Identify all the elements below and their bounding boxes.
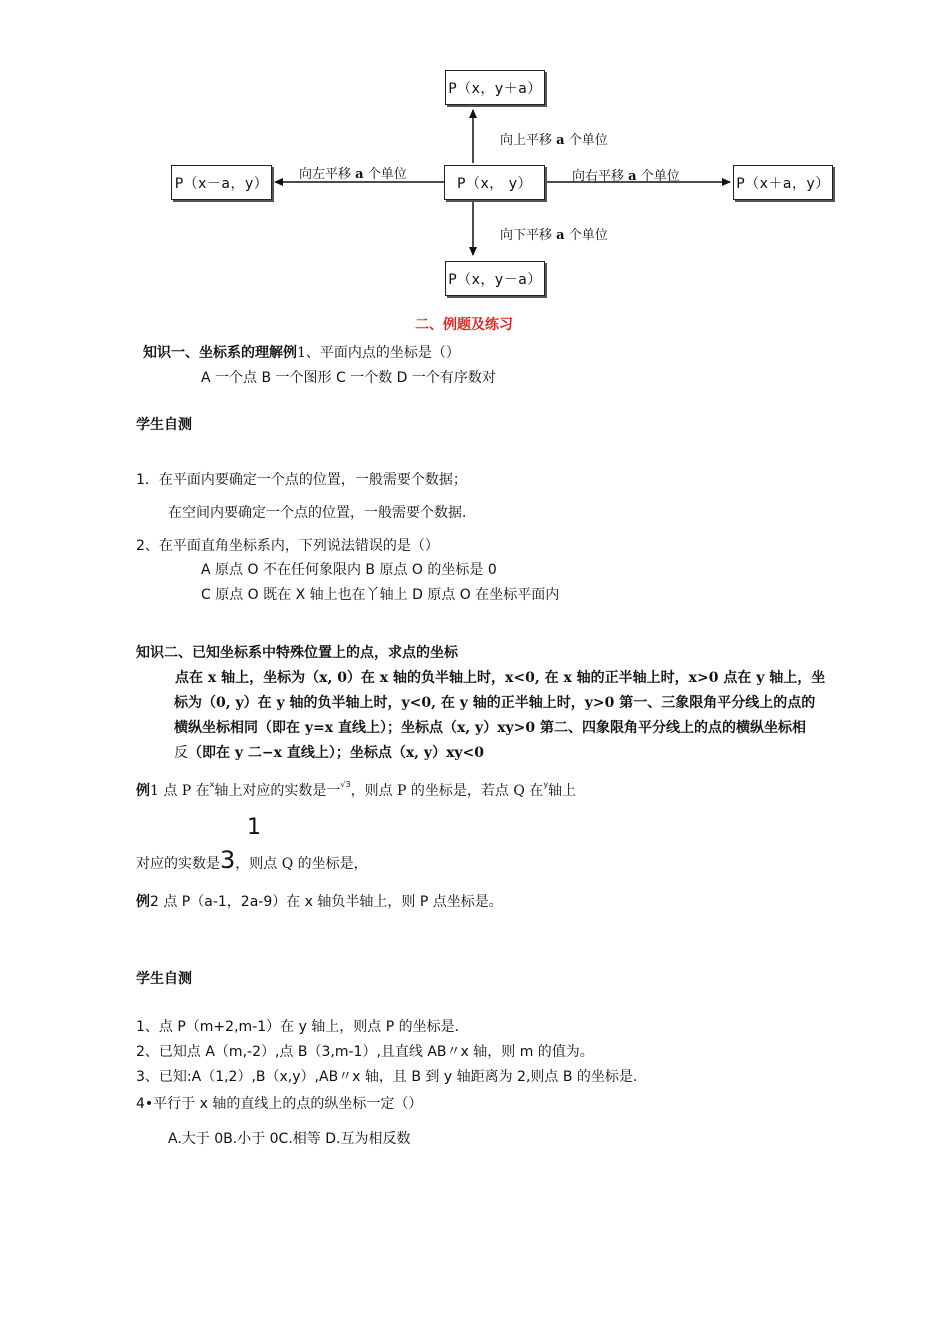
box-center: P（x， y） <box>444 165 545 200</box>
box-left: P（x－a，y） <box>171 165 272 200</box>
self-test-2-q4: 4•平行于 x 轴的直线上的点的纵坐标一定（） <box>136 1096 423 1112</box>
self-test-1-q2-opt2: C 原点 O 既在 X 轴上也在丫轴上 D 原点 O 在坐标平面内 <box>201 587 560 603</box>
label-left-a: a <box>355 167 364 182</box>
ex2-text: 2 点 P（a-1，2a-9）在 x 轴负半轴上，则 P 点坐标是。 <box>150 894 503 910</box>
ex1-line2-pre: 对应的实数是 <box>136 856 220 872</box>
self-test-1-q1a: 1．在平面内要确定一个点的位置，一般需要个数据； <box>136 472 467 488</box>
ex1-label: 例 <box>136 783 150 799</box>
diagram-arrows <box>0 0 950 300</box>
ex1-frac-num: 1 <box>247 815 261 840</box>
self-test-2-q3: 3、已知:A（1,2）,B（x,y）,AB〃x 轴，且 B 到 y 轴距离为 2,则点 B 的坐标是. <box>136 1069 638 1085</box>
ex1-sup-y: y <box>543 780 549 789</box>
self-test-1-q2: 2、在平面直角坐标系内，下列说法错误的是（） <box>136 538 439 554</box>
k2-line4-rest: （即在 y 二−x 直线上）；坐标点（x, y）xy<0 <box>188 745 485 761</box>
ex2-line <box>136 891 503 911</box>
box-bottom: P（x，y－a） <box>445 261 545 296</box>
label-left-pre: 向左平移 <box>299 167 356 182</box>
ex2-label: 例 <box>136 894 150 910</box>
label-up-pre: 向上平移 <box>500 133 557 148</box>
self-test-1-heading: 学生自测 <box>136 417 192 433</box>
k1-question: 1、平面内点的坐标是（） <box>297 345 460 361</box>
label-down <box>500 224 608 243</box>
k1-options: A 一个点 B 一个图形 C 一个数 D 一个有序数对 <box>201 370 496 386</box>
k2-line3: 横纵坐标相同（即在 y=x 直线上）；坐标点（x, y）xy>0 第二、四象限角平分线上的点的横纵坐标相 <box>174 720 807 736</box>
ex1-frac-den: 3 <box>220 846 236 874</box>
k1-heading: 知识一、坐标系的理解例 <box>143 345 297 361</box>
ex1-line2 <box>136 846 368 874</box>
label-down-a: a <box>556 228 565 243</box>
ex1-text-c: ，则点 P 的坐标是，若点 Q 在 <box>350 783 544 799</box>
label-down-post: 个单位 <box>564 228 608 243</box>
k2-line1: 点在 x 轴上，坐标为（x, 0）在 x 轴的负半轴上时，x<0, 在 x 轴的正半轴上时，x>0 点在 y 轴上，坐 <box>175 670 826 686</box>
label-right-a: a <box>628 169 637 184</box>
label-left-post: 个单位 <box>363 167 407 182</box>
label-right-pre: 向右平移 <box>572 169 629 184</box>
k2-heading: 知识二、已知坐标系中特殊位置上的点，求点的坐标 <box>136 645 458 661</box>
ex1-text-b: 轴上对应的实数是一 <box>214 783 341 799</box>
label-right-post: 个单位 <box>636 169 680 184</box>
k2-line2: 标为（0, y）在 y 轴的负半轴上时，y<0, 在 y 轴的正半轴上时，y>0 第一、三象限角平分线上的点的 <box>174 695 816 711</box>
k2-line4-pre: 反 <box>174 745 188 761</box>
ex1-line2-post: ，则点 Q 的坐标是， <box>235 856 368 872</box>
label-down-pre: 向下平移 <box>500 228 557 243</box>
self-test-1-q2-opt1: A 原点 O 不在任何象限内 B 原点 O 的坐标是 0 <box>201 562 497 578</box>
self-test-2-heading: 学生自测 <box>136 971 192 987</box>
ex1-sup-sqrt: √3 <box>340 780 351 789</box>
ex1-sup-x: x <box>209 780 215 789</box>
self-test-2-q2: 2、已知点 A（m,-2）,点 B（3,m-1）,且直线 AB〃x 轴，则 m 的值为。 <box>136 1044 594 1060</box>
label-up-post: 个单位 <box>564 133 608 148</box>
label-right <box>572 165 680 184</box>
k1-line <box>143 342 460 362</box>
self-test-2-q1: 1、点 P（m+2,m-1）在 y 轴上，则点 P 的坐标是. <box>136 1019 460 1035</box>
self-test-1-q1b: 在空间内要确定一个点的位置，一般需要个数据． <box>168 505 476 521</box>
self-test-2-q4-options: A.大于 0B.小于 0C.相等 D.互为相反数 <box>168 1131 411 1147</box>
ex1-text-d: 轴上 <box>548 783 577 799</box>
ex1-text-a: 1 点 P 在 <box>150 783 210 799</box>
label-up-a: a <box>556 133 565 148</box>
k2-line4 <box>174 742 484 762</box>
box-top: P（x，y＋a） <box>445 70 545 105</box>
section-title: 二、例题及练习 <box>415 317 513 333</box>
label-left <box>299 163 407 182</box>
ex1-line1 <box>136 780 576 800</box>
box-right: P（x＋a，y） <box>733 165 833 200</box>
label-up <box>500 129 608 148</box>
